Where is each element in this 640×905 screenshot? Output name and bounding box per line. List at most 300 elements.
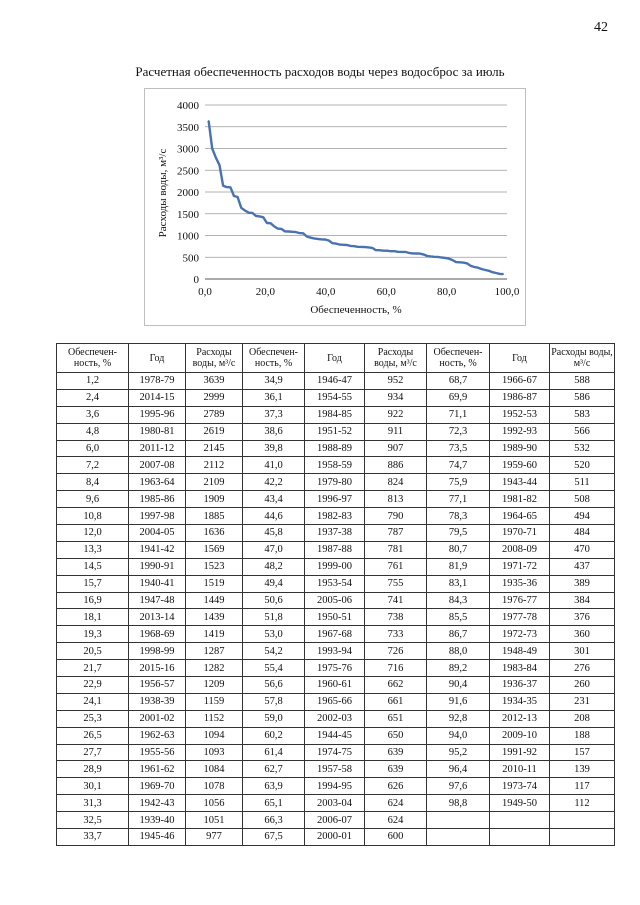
table-cell: 2001-02	[129, 710, 186, 727]
table-cell: 21,7	[57, 660, 129, 677]
table-cell: 1209	[186, 677, 243, 694]
table-cell: 1,2	[57, 373, 129, 390]
column-header: Обеспечен-ность, %	[243, 344, 305, 373]
data-point	[299, 232, 300, 233]
data-point	[292, 231, 293, 232]
data-point	[390, 251, 391, 252]
x-tick-label: 20,0	[255, 286, 276, 298]
data-point	[233, 195, 234, 196]
table-cell: 1084	[186, 761, 243, 778]
table-row	[57, 778, 615, 795]
table-cell: 32,5	[57, 812, 129, 829]
table-cell: 1979-80	[305, 474, 365, 491]
table-row	[57, 693, 615, 710]
table-cell: 38,6	[243, 423, 305, 440]
table-cell: 14,5	[57, 558, 129, 575]
table-cell: 1093	[186, 744, 243, 761]
table-cell: 1968-69	[129, 626, 186, 643]
table-cell: 1982-83	[305, 508, 365, 525]
data-point	[386, 250, 387, 251]
table-cell: 1972-73	[490, 626, 550, 643]
table-row	[57, 592, 615, 609]
table-cell: 2011-12	[129, 440, 186, 457]
table-cell: 43,4	[243, 491, 305, 508]
table-cell: 157	[550, 744, 615, 761]
flow-duration-chart	[145, 89, 525, 325]
data-point	[277, 228, 278, 229]
table-cell: 26,5	[57, 727, 129, 744]
table-cell: 77,1	[427, 491, 490, 508]
table-cell: 75,9	[427, 474, 490, 491]
table-row	[57, 389, 615, 406]
table-cell: 2015-16	[129, 660, 186, 677]
x-axis-label: Обеспеченность, %	[310, 304, 402, 316]
table-cell: 2008-09	[490, 541, 550, 558]
table-cell: 1971-72	[490, 558, 550, 575]
column-header: Год	[129, 344, 186, 373]
table-cell: 1523	[186, 558, 243, 575]
table-row	[57, 609, 615, 626]
data-point	[306, 236, 307, 237]
table-cell: 639	[365, 744, 427, 761]
y-axis-label: Расходы воды, м³/с	[157, 148, 169, 238]
table-cell: 1960-61	[305, 677, 365, 694]
table-cell: 1945-46	[129, 829, 186, 846]
table-cell: 1974-75	[305, 744, 365, 761]
y-tick-label: 0	[193, 274, 199, 286]
data-point	[313, 238, 314, 239]
table-cell: 1954-55	[305, 389, 365, 406]
table-cell: 470	[550, 541, 615, 558]
table-cell: 33,7	[57, 829, 129, 846]
table-cell: 532	[550, 440, 615, 457]
table-cell: 1051	[186, 812, 243, 829]
table-cell: 31,3	[57, 795, 129, 812]
data-point	[208, 120, 209, 121]
y-tick-label: 3500	[177, 121, 199, 134]
table-cell: 1978-79	[129, 373, 186, 390]
table-cell: 733	[365, 626, 427, 643]
data-point	[470, 265, 471, 266]
table-row	[57, 795, 615, 812]
table-cell: 1282	[186, 660, 243, 677]
table-cell: 1975-76	[305, 660, 365, 677]
table-cell: 626	[365, 778, 427, 795]
table-cell: 73,5	[427, 440, 490, 457]
table-row	[57, 457, 615, 474]
table-cell: 66,3	[243, 812, 305, 829]
table-row	[57, 440, 615, 457]
table-cell: 63,9	[243, 778, 305, 795]
table-cell: 1958-59	[305, 457, 365, 474]
table-cell: 2007-08	[129, 457, 186, 474]
x-tick-label: 100,0	[494, 286, 520, 298]
table-cell: 98,8	[427, 795, 490, 812]
table-cell: 1078	[186, 778, 243, 795]
table-cell: 1976-77	[490, 592, 550, 609]
table-row	[57, 677, 615, 694]
data-point	[219, 164, 220, 165]
table-cell: 15,7	[57, 575, 129, 592]
table-cell: 16,9	[57, 592, 129, 609]
table-cell: 2999	[186, 389, 243, 406]
table-cell: 1985-86	[129, 491, 186, 508]
table-row	[57, 744, 615, 761]
table-cell: 69,9	[427, 389, 490, 406]
table-cell: 7,2	[57, 457, 129, 474]
table-cell: 1969-70	[129, 778, 186, 795]
table-cell: 1519	[186, 575, 243, 592]
table-cell: 1995-96	[129, 406, 186, 423]
data-point	[288, 231, 289, 232]
table-cell: 824	[365, 474, 427, 491]
table-cell: 1094	[186, 727, 243, 744]
data-point	[423, 254, 424, 255]
data-point	[401, 251, 402, 252]
table-cell: 508	[550, 491, 615, 508]
table-cell: 583	[550, 406, 615, 423]
table-cell: 89,2	[427, 660, 490, 677]
table-cell: 650	[365, 727, 427, 744]
table-cell: 97,6	[427, 778, 490, 795]
table-row	[57, 474, 615, 491]
table-cell: 952	[365, 373, 427, 390]
y-tick-label: 2500	[177, 165, 199, 178]
table-cell: 1439	[186, 609, 243, 626]
data-point	[317, 238, 318, 239]
table-cell: 1996-97	[305, 491, 365, 508]
table-cell: 1941-42	[129, 541, 186, 558]
table-cell: 716	[365, 660, 427, 677]
table-cell: 588	[550, 373, 615, 390]
table-cell: 566	[550, 423, 615, 440]
data-point	[368, 247, 369, 248]
table-cell: 755	[365, 575, 427, 592]
flow-series-line	[209, 121, 504, 274]
table-cell: 787	[365, 525, 427, 542]
table-cell: 1955-56	[129, 744, 186, 761]
table-cell: 30,1	[57, 778, 129, 795]
data-point	[372, 247, 373, 248]
table-cell: 1999-00	[305, 558, 365, 575]
table-cell: 2013-14	[129, 609, 186, 626]
data-point	[354, 246, 355, 247]
table-row	[57, 558, 615, 575]
table-cell: 1946-47	[305, 373, 365, 390]
table-cell: 47,0	[243, 541, 305, 558]
table-cell: 2010-11	[490, 761, 550, 778]
table-cell: 1942-43	[129, 795, 186, 812]
column-header: Расходы воды, м³/с	[550, 344, 615, 373]
table-cell: 88,0	[427, 643, 490, 660]
table-cell: 25,3	[57, 710, 129, 727]
table-cell: 1962-63	[129, 727, 186, 744]
table-cell: 188	[550, 727, 615, 744]
data-point	[335, 243, 336, 244]
data-point	[284, 231, 285, 232]
table-cell: 911	[365, 423, 427, 440]
data-point	[492, 272, 493, 273]
table-row	[57, 829, 615, 846]
data-point	[441, 257, 442, 258]
data-point	[499, 273, 500, 274]
table-row	[57, 575, 615, 592]
table-cell: 276	[550, 660, 615, 677]
table-cell: 1950-51	[305, 609, 365, 626]
y-tick-label: 3000	[177, 143, 199, 156]
table-cell: 57,8	[243, 693, 305, 710]
table-cell: 1977-78	[490, 609, 550, 626]
table-cell: 1967-68	[305, 626, 365, 643]
table-cell: 1970-71	[490, 525, 550, 542]
table-cell: 1973-74	[490, 778, 550, 795]
table-cell: 2,4	[57, 389, 129, 406]
data-point	[310, 237, 311, 238]
table-cell: 520	[550, 457, 615, 474]
column-header: Обеспечен-ность, %	[57, 344, 129, 373]
data-point	[357, 246, 358, 247]
table-cell: 1966-67	[490, 373, 550, 390]
table-cell: 48,2	[243, 558, 305, 575]
table-cell: 85,5	[427, 609, 490, 626]
table-cell: 2619	[186, 423, 243, 440]
table-cell: 94,0	[427, 727, 490, 744]
table-cell: 71,1	[427, 406, 490, 423]
table-cell: 813	[365, 491, 427, 508]
table-cell: 1986-87	[490, 389, 550, 406]
data-point	[364, 247, 365, 248]
table-cell: 2009-10	[490, 727, 550, 744]
table-cell: 81,9	[427, 558, 490, 575]
data-point	[255, 215, 256, 216]
data-point	[346, 244, 347, 245]
table-cell: 781	[365, 541, 427, 558]
data-point	[408, 252, 409, 253]
table-cell: 1940-41	[129, 575, 186, 592]
column-header: Год	[305, 344, 365, 373]
table-cell: 1936-37	[490, 677, 550, 694]
table-cell: 1939-40	[129, 812, 186, 829]
data-point	[361, 246, 362, 247]
table-cell: 28,9	[57, 761, 129, 778]
table-cell	[550, 829, 615, 846]
data-point	[215, 157, 216, 158]
table-cell: 91,6	[427, 693, 490, 710]
data-point	[488, 270, 489, 271]
data-point	[477, 267, 478, 268]
table-cell: 37,3	[243, 406, 305, 423]
data-point	[328, 240, 329, 241]
table-cell: 1944-45	[305, 727, 365, 744]
data-point	[252, 212, 253, 213]
table-row	[57, 525, 615, 542]
table-cell: 1988-89	[305, 440, 365, 457]
table-cell: 494	[550, 508, 615, 525]
data-point	[412, 253, 413, 254]
data-point	[405, 251, 406, 252]
table-cell: 84,3	[427, 592, 490, 609]
table-cell: 79,5	[427, 525, 490, 542]
table-cell: 27,7	[57, 744, 129, 761]
data-point	[485, 269, 486, 270]
table-cell: 1287	[186, 643, 243, 660]
x-tick-label: 80,0	[436, 286, 457, 298]
table-cell: 1994-95	[305, 778, 365, 795]
data-point	[444, 257, 445, 258]
table-cell: 1885	[186, 508, 243, 525]
table-row	[57, 541, 615, 558]
table-cell: 34,9	[243, 373, 305, 390]
table-cell: 50,6	[243, 592, 305, 609]
data-point	[434, 256, 435, 257]
table-cell: 662	[365, 677, 427, 694]
table-cell: 49,4	[243, 575, 305, 592]
table-cell: 18,1	[57, 609, 129, 626]
table-cell: 1990-91	[129, 558, 186, 575]
table-cell: 78,3	[427, 508, 490, 525]
table-cell: 2002-03	[305, 710, 365, 727]
table-cell: 12,0	[57, 525, 129, 542]
table-cell: 72,3	[427, 423, 490, 440]
table-cell	[427, 829, 490, 846]
table-cell: 2000-01	[305, 829, 365, 846]
data-point	[230, 187, 231, 188]
table-cell: 1419	[186, 626, 243, 643]
table-cell: 95,2	[427, 744, 490, 761]
table-cell: 586	[550, 389, 615, 406]
table-row	[57, 727, 615, 744]
table-cell: 54,2	[243, 643, 305, 660]
column-header: Расходы воды, м³/с	[365, 344, 427, 373]
table-cell: 1636	[186, 525, 243, 542]
table-cell: 2109	[186, 474, 243, 491]
table-cell: 1951-52	[305, 423, 365, 440]
table-cell: 1934-35	[490, 693, 550, 710]
data-point	[237, 196, 238, 197]
data-point	[303, 233, 304, 234]
table-cell: 2003-04	[305, 795, 365, 812]
table-cell: 1056	[186, 795, 243, 812]
data-point	[248, 212, 249, 213]
data-point	[263, 217, 264, 218]
data-point	[259, 216, 260, 217]
table-cell: 1963-64	[129, 474, 186, 491]
table-cell: 1965-66	[305, 693, 365, 710]
table-cell: 39,8	[243, 440, 305, 457]
table-cell: 1998-99	[129, 643, 186, 660]
table-cell: 1993-94	[305, 643, 365, 660]
data-point	[448, 258, 449, 259]
chart-gridlines	[205, 105, 507, 257]
table-row	[57, 710, 615, 727]
table-cell: 484	[550, 525, 615, 542]
data-point	[375, 250, 376, 251]
table-cell: 1938-39	[129, 693, 186, 710]
x-tick-label: 40,0	[316, 286, 336, 298]
table-cell: 1935-36	[490, 575, 550, 592]
table-row	[57, 491, 615, 508]
table-cell: 139	[550, 761, 615, 778]
y-tick-labels	[177, 100, 200, 286]
table-cell: 1980-81	[129, 423, 186, 440]
table-cell: 1569	[186, 541, 243, 558]
table-cell: 977	[186, 829, 243, 846]
column-header: Год	[490, 344, 550, 373]
table-cell: 761	[365, 558, 427, 575]
table-cell: 376	[550, 609, 615, 626]
table-cell: 2005-06	[305, 592, 365, 609]
table-cell: 1949-50	[490, 795, 550, 812]
table-cell: 86,7	[427, 626, 490, 643]
table-row	[57, 761, 615, 778]
table-cell: 36,1	[243, 389, 305, 406]
data-point	[325, 239, 326, 240]
table-cell: 19,3	[57, 626, 129, 643]
table-cell: 2112	[186, 457, 243, 474]
x-tick-label: 60,0	[376, 286, 396, 298]
y-tick-label: 500	[182, 252, 199, 265]
y-tick-label: 4000	[177, 100, 199, 112]
page-number: 42	[594, 20, 608, 35]
data-point	[241, 207, 242, 208]
data-point	[321, 239, 322, 240]
table-cell	[490, 812, 550, 829]
data-point	[270, 223, 271, 224]
table-cell: 24,1	[57, 693, 129, 710]
data-point	[332, 243, 333, 244]
table-header-row	[57, 344, 615, 373]
data-point	[394, 251, 395, 252]
table-cell: 1943-44	[490, 474, 550, 491]
table-cell: 80,7	[427, 541, 490, 558]
table-cell: 1909	[186, 491, 243, 508]
table-cell: 1937-38	[305, 525, 365, 542]
data-point	[379, 250, 380, 251]
table-row	[57, 406, 615, 423]
table-cell: 1964-65	[490, 508, 550, 525]
data-point	[212, 148, 213, 149]
table-cell: 1947-48	[129, 592, 186, 609]
data-point	[415, 253, 416, 254]
chart-title: Расчетная обеспеченность расходов воды через водосброс за июль	[135, 64, 505, 79]
table-cell: 922	[365, 406, 427, 423]
table-cell: 1997-98	[129, 508, 186, 525]
table-cell: 67,5	[243, 829, 305, 846]
table-cell: 1948-49	[490, 643, 550, 660]
table-cell: 2012-13	[490, 710, 550, 727]
table-body	[57, 373, 615, 846]
data-point	[426, 255, 427, 256]
table-cell: 260	[550, 677, 615, 694]
table-row	[57, 373, 615, 390]
table-cell: 68,7	[427, 373, 490, 390]
table-cell: 231	[550, 693, 615, 710]
table-cell: 437	[550, 558, 615, 575]
data-point	[496, 272, 497, 273]
table-cell: 1991-92	[490, 744, 550, 761]
data-point	[419, 253, 420, 254]
table-cell: 1449	[186, 592, 243, 609]
table-row	[57, 423, 615, 440]
data-point	[481, 268, 482, 269]
data-point	[350, 245, 351, 246]
x-tick-labels	[198, 286, 520, 298]
table-cell: 56,6	[243, 677, 305, 694]
table-cell: 1953-54	[305, 575, 365, 592]
table-cell: 20,5	[57, 643, 129, 660]
table-cell: 2004-05	[129, 525, 186, 542]
chart-container	[144, 88, 526, 326]
